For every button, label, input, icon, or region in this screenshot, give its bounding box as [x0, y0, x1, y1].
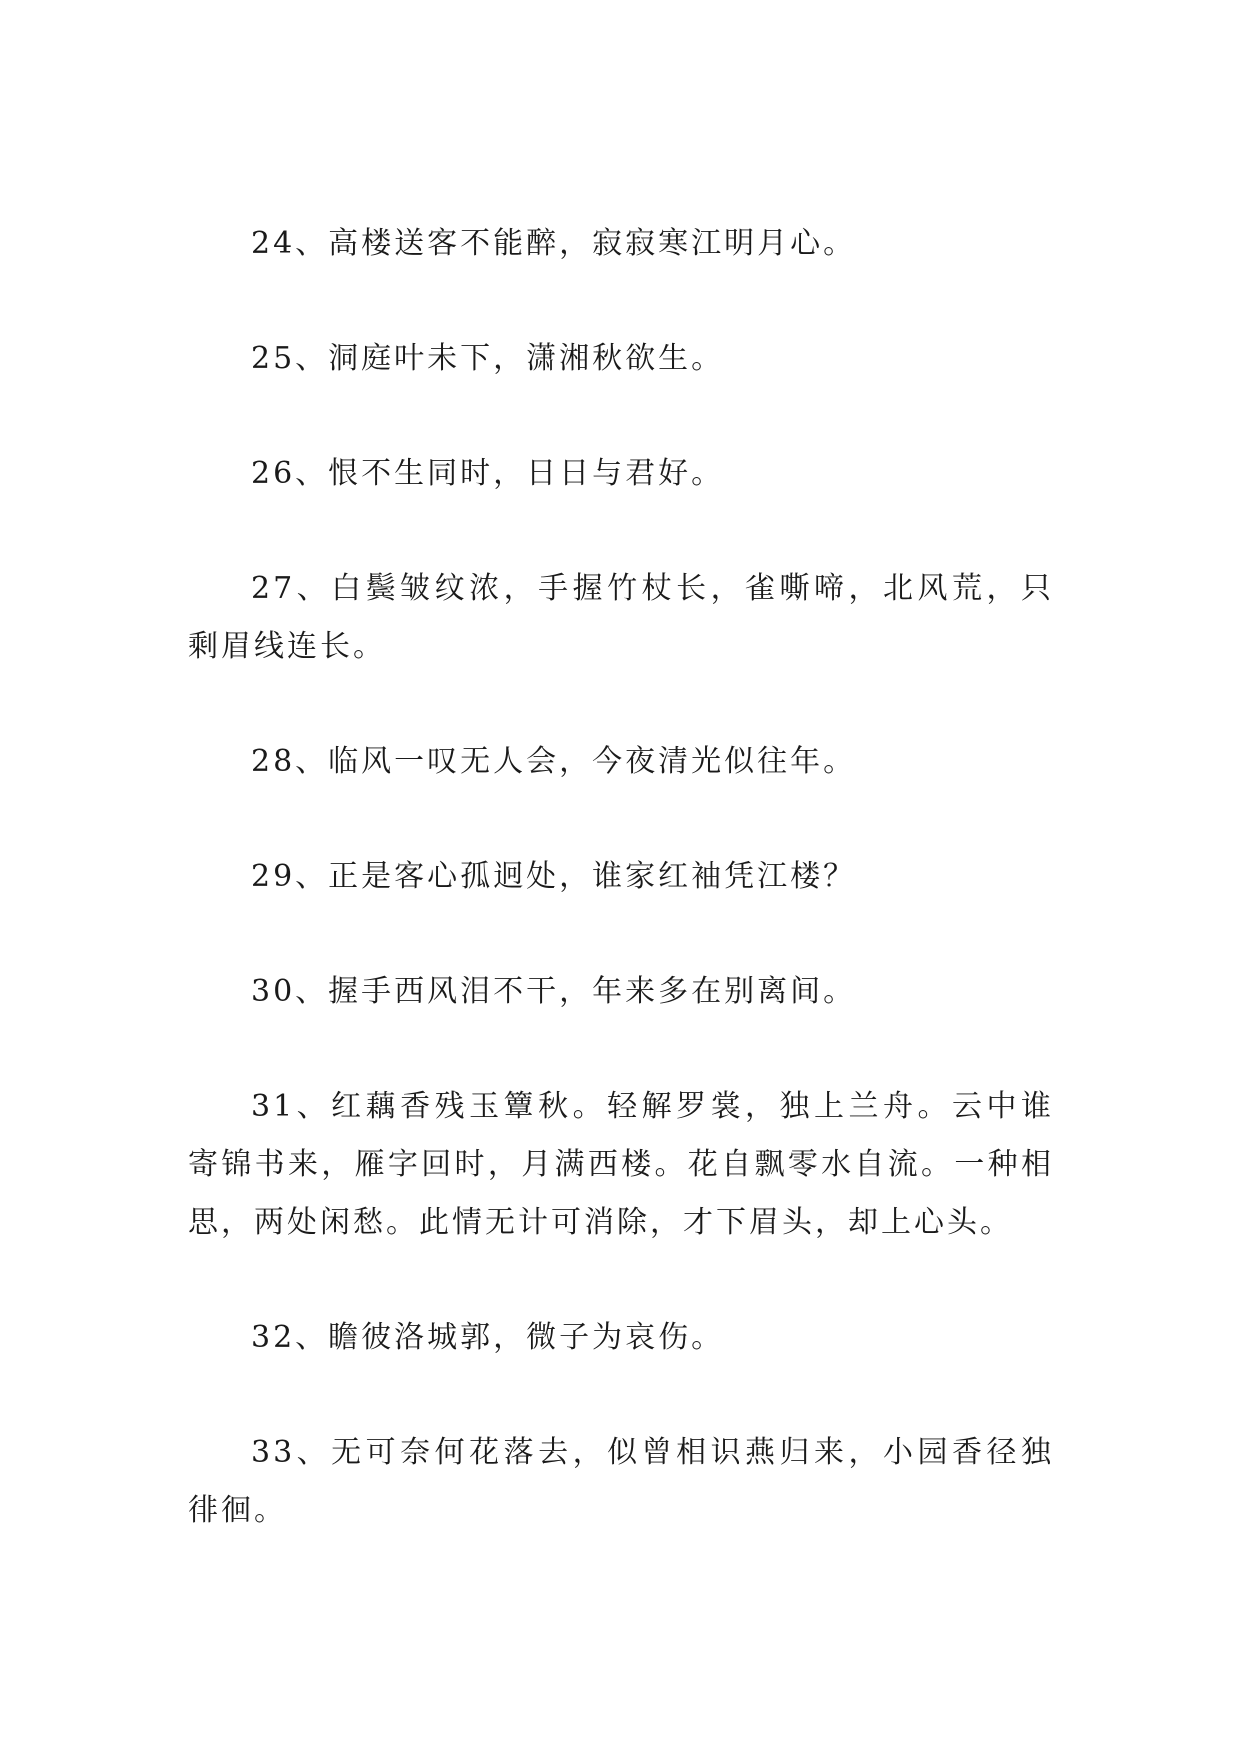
paragraph-33: 33、无可奈何花落去，似曾相识燕归来，小园香径独徘徊。	[188, 1435, 1054, 1528]
paragraph-24: 24、高楼送客不能醉，寂寂寒江明月心。	[251, 226, 857, 261]
paragraph-27: 27、白鬓皱纹浓，手握竹杖长，雀嘶啼，北风荒，只剩眉线连长。	[188, 571, 1054, 664]
paragraph-29: 29、正是客心孤迥处，谁家红袖凭江楼？	[251, 859, 857, 894]
paragraph-26: 26、恨不生同时，日日与君好。	[251, 456, 725, 491]
paragraph-32: 32、瞻彼洛城郭，微子为哀伤。	[251, 1320, 725, 1355]
paragraph-30: 30、握手西风泪不干，年来多在别离间。	[251, 974, 857, 1009]
paragraph-28: 28、临风一叹无人会，今夜清光似往年。	[251, 744, 857, 779]
paragraph-31: 31、红藕香残玉簟秋。轻解罗裳，独上兰舟。云中谁寄锦书来，雁字回时，月满西楼。花自飘零水自流。一种相思，两处闲愁。此情无计可消除，才下眉头，却上心头。	[188, 1089, 1054, 1240]
document-body	[188, 215, 1054, 1597]
paragraph-25: 25、洞庭叶未下，潇湘秋欲生。	[251, 341, 725, 376]
